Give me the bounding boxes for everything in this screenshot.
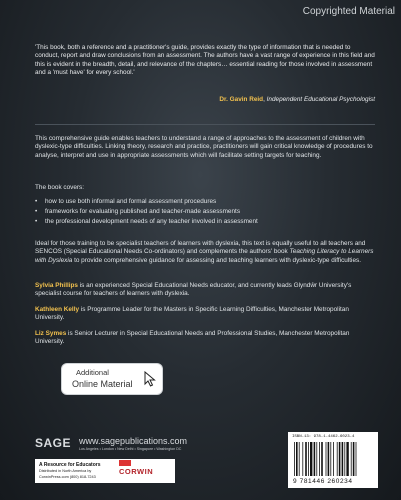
- audience-text: Ideal for those training to be specialist teachers of learners with dyslexia, this text is equally useful to all teachers and SENCOS (Special Educational Needs Co-ordinators) and complements the authors' book: [35, 240, 366, 256]
- author-bio: [35, 306, 375, 323]
- resource-title: A Resource for Educators: [39, 462, 101, 468]
- corwin-logo: CORWIN: [119, 467, 169, 479]
- audience-paragraph: [35, 240, 375, 265]
- online-material-line2: Online Material: [72, 379, 133, 389]
- barcode-bars: [294, 442, 372, 476]
- book-description: This comprehensive guide enables teachers to understand a range of approaches to the assessment of children with dyslexic-type difficulties. Linking theory, research and practice, practitioners will gain critical knowledge of procedures to analyse, interpret and use in appropriate assessments which will facilitate setting targets for teaching.: [35, 135, 373, 159]
- list-item: • the professional development needs of any teacher involved in assessment: [35, 217, 375, 227]
- isbn-barcode: [288, 432, 378, 488]
- author-name: Kathleen Kelly: [35, 306, 80, 313]
- resource-contact: CorwinPress.com (800) 818-7243: [39, 475, 96, 479]
- cursor-icon: [144, 371, 156, 392]
- author-bio-text: is Senior Lecturer in Special Educational Needs and Professional Studies, Manchester Metropolitan University.: [35, 330, 350, 346]
- quote-author-name: Dr. Gavin Reid: [219, 96, 264, 103]
- divider: [35, 124, 375, 125]
- copyright-label: Copyrighted Material: [302, 6, 395, 17]
- isbn-number: 9 781446 260234: [293, 478, 353, 485]
- author-name: Liz Symes: [35, 330, 67, 337]
- quote-author-role: Independent Educational Psychologist: [266, 96, 375, 103]
- audience-text-end: to provide comprehensive guidance for assessing and teaching learners with dyslexic-type difficulties.: [72, 256, 361, 264]
- author-bio-text: is an experienced Special Educational Needs educator, and currently leads Glyndŵr University's specialist course for teachers of learners with dyslexia.: [35, 282, 352, 298]
- author-bio-text: is Programme Leader for the Masters in Specific Learning Difficulties, Manchester Metropolitan University.: [35, 306, 349, 322]
- author-name: Sylvia Phillips: [35, 282, 78, 289]
- author-bio: [35, 282, 375, 299]
- isbn-label: ISBN-13: 978-1-4462-6023-4: [292, 435, 355, 439]
- publisher-url: www.sagepublications.com: [79, 436, 188, 446]
- endorsement-quote: 'This book, both a reference and a practitioner's guide, provides exactly the type of information that is needed to conduct, report and draw conclusions from an assessment. The authors have a vast range of experience in this field and this is evident in the breadth, detail, and relevance of the chapters… essential reading for those involved in assessment and a 'must have' for every school.': [35, 44, 375, 77]
- publisher-cities: Los Angeles • London • New Delhi • Singapore • Washington DC: [79, 447, 182, 451]
- corwin-logo-mark: [119, 460, 131, 466]
- list-item: • frameworks for evaluating published and teacher-made assessments: [35, 207, 375, 217]
- author-bio: [35, 330, 375, 347]
- resource-distributor: Distributed in North America by: [39, 469, 92, 473]
- online-material-badge: [62, 364, 162, 394]
- covers-list: [35, 197, 375, 227]
- online-material-line1: Additional: [76, 368, 109, 377]
- quote-attribution: Dr. Gavin Reid, Independent Educational Psychologist: [219, 96, 375, 103]
- related-book-title: Teaching Literacy to Learners with Dyslexia: [35, 248, 374, 264]
- sage-logo: SAGE: [35, 436, 72, 450]
- covers-heading: The book covers:: [35, 184, 85, 191]
- resource-badge: [35, 459, 175, 483]
- list-item: • how to use both informal and formal assessment procedures: [35, 197, 375, 207]
